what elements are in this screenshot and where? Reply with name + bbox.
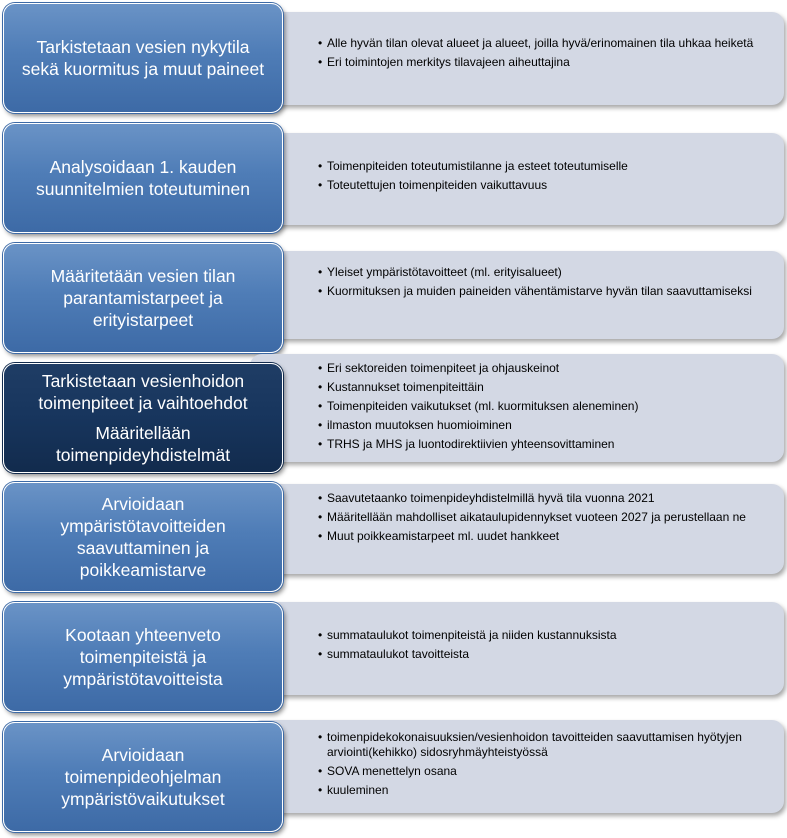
step-title: parantamistarpeet ja — [63, 288, 223, 308]
step-subtitle: toimenpideyhdistelmät — [55, 445, 231, 465]
bullet-icon: • — [318, 159, 323, 173]
step-title: Tarkistetaan vesienhoidon — [41, 371, 245, 391]
step-5-box — [3, 482, 283, 592]
bullet-icon: • — [318, 491, 323, 505]
step-title: ympäristövaikutukset — [61, 789, 225, 809]
step-2-details — [250, 133, 784, 225]
bullet-icon: • — [318, 361, 323, 375]
list-item: • Määritellään mahdolliset aikataulupidennykset vuoteen 2027 ja perustellaan ne — [318, 510, 746, 524]
bullet-icon: • — [318, 418, 323, 432]
bullet-icon: • — [318, 647, 323, 661]
bullet-icon: • — [318, 265, 323, 279]
step-4-details — [250, 354, 784, 462]
list-item: • Alle hyvän tilan olevat alueet ja alueet, joilla hyvä/erinomainen tila uhkaa heiketä — [318, 36, 754, 50]
step-title: toimenpideohjelman — [64, 767, 222, 787]
list-item: • TRHS ja MHS ja luontodirektiivien yhteensovittaminen — [318, 437, 615, 451]
bullet-icon: • — [318, 628, 323, 642]
step-title: Kootaan yhteenveto — [65, 625, 221, 645]
step-6-box — [3, 602, 283, 712]
step-title: ympäristötavoitteista — [63, 669, 223, 689]
step-2-box — [3, 123, 283, 233]
step-subtitle: Määritellään — [95, 423, 191, 443]
step-4-box — [3, 363, 283, 473]
step-title: toimenpiteet ja vaihtoehdot — [38, 393, 248, 413]
step-title: Analysoidaan 1. kauden — [49, 157, 237, 177]
step-3-box — [3, 243, 283, 353]
step-title: toimenpiteistä ja — [79, 647, 207, 667]
bullet-icon: • — [318, 437, 323, 451]
step-title: Arvioidaan — [101, 745, 185, 765]
list-item: • Eri sektoreiden toimenpiteet ja ohjauskeinot — [318, 361, 560, 375]
bullet-icon: • — [318, 510, 323, 524]
list-item: • Kustannukset toimenpiteittäin — [318, 380, 484, 394]
step-5-details — [250, 484, 784, 574]
list-item: • Yleiset ympäristötavoitteet (ml. erityisalueet) — [318, 265, 562, 279]
step-1-details — [250, 12, 784, 105]
list-item: • Muut poikkeamistarpeet ml. uudet hankkeet — [318, 529, 560, 543]
bullet-icon: • — [318, 36, 323, 50]
step-title: poikkeamistarve — [79, 560, 207, 580]
bullet-icon: • — [318, 284, 323, 298]
step-3-details — [250, 251, 784, 339]
list-item: • Toimenpiteiden toteutumistilanne ja esteet toteutumiselle — [318, 159, 628, 173]
step-title: Määritetään vesien tilan — [50, 266, 236, 286]
bullet-icon: • — [318, 380, 323, 394]
list-item: • SOVA menettelyn osana — [318, 764, 457, 778]
step-title: Tarkistetaan vesien nykytila — [36, 37, 250, 57]
list-item: • kuuleminen — [318, 783, 389, 797]
step-title: erityistarpeet — [92, 310, 194, 330]
list-item: • Eri toimintojen merkitys tilavajeen aiheuttajina — [318, 55, 570, 69]
list-item: • ilmaston muutoksen huomioiminen — [318, 418, 512, 432]
list-item: • Toteutettujen toimenpiteiden vaikuttavuus — [318, 178, 548, 192]
list-item: • Toimenpiteiden vaikutukset (ml. kuormituksen aleneminen) — [318, 399, 639, 413]
list-item: • Saavutetaanko toimenpideyhdistelmillä hyvä tila vuonna 2021 — [318, 491, 655, 505]
bullet-icon: • — [318, 764, 323, 778]
bullet-icon: • — [318, 730, 323, 744]
bullet-icon: • — [318, 399, 323, 413]
step-7-details — [250, 720, 784, 813]
list-item: • Kuormituksen ja muiden paineiden vähentämistarve hyvän tilan saavuttamiseksi — [318, 284, 752, 298]
step-title: saavuttaminen ja — [76, 538, 210, 558]
bullet-icon: • — [318, 529, 323, 543]
list-item: • toimenpidekokonaisuuksien/vesienhoidon tavoitteiden saavuttamisen hyötyjen arviointi(kehikko) sidosryhmäyhteistyössä — [318, 730, 742, 759]
step-title: ympäristötavoitteiden — [60, 516, 226, 536]
step-title: Arvioidaan — [101, 494, 185, 514]
step-7-box — [3, 722, 283, 832]
step-title: sekä kuormitus ja muut paineet — [21, 59, 265, 79]
step-1-box — [3, 3, 283, 113]
step-6-details — [250, 602, 784, 695]
step-title: suunnitelmien toteutuminen — [35, 179, 251, 199]
list-item: • summataulukot tavoitteista — [318, 647, 470, 661]
bullet-icon: • — [318, 783, 323, 797]
list-item: • summataulukot toimenpiteistä ja niiden kustannuksista — [318, 628, 617, 642]
bullet-icon: • — [318, 55, 323, 69]
bullet-icon: • — [318, 178, 323, 192]
